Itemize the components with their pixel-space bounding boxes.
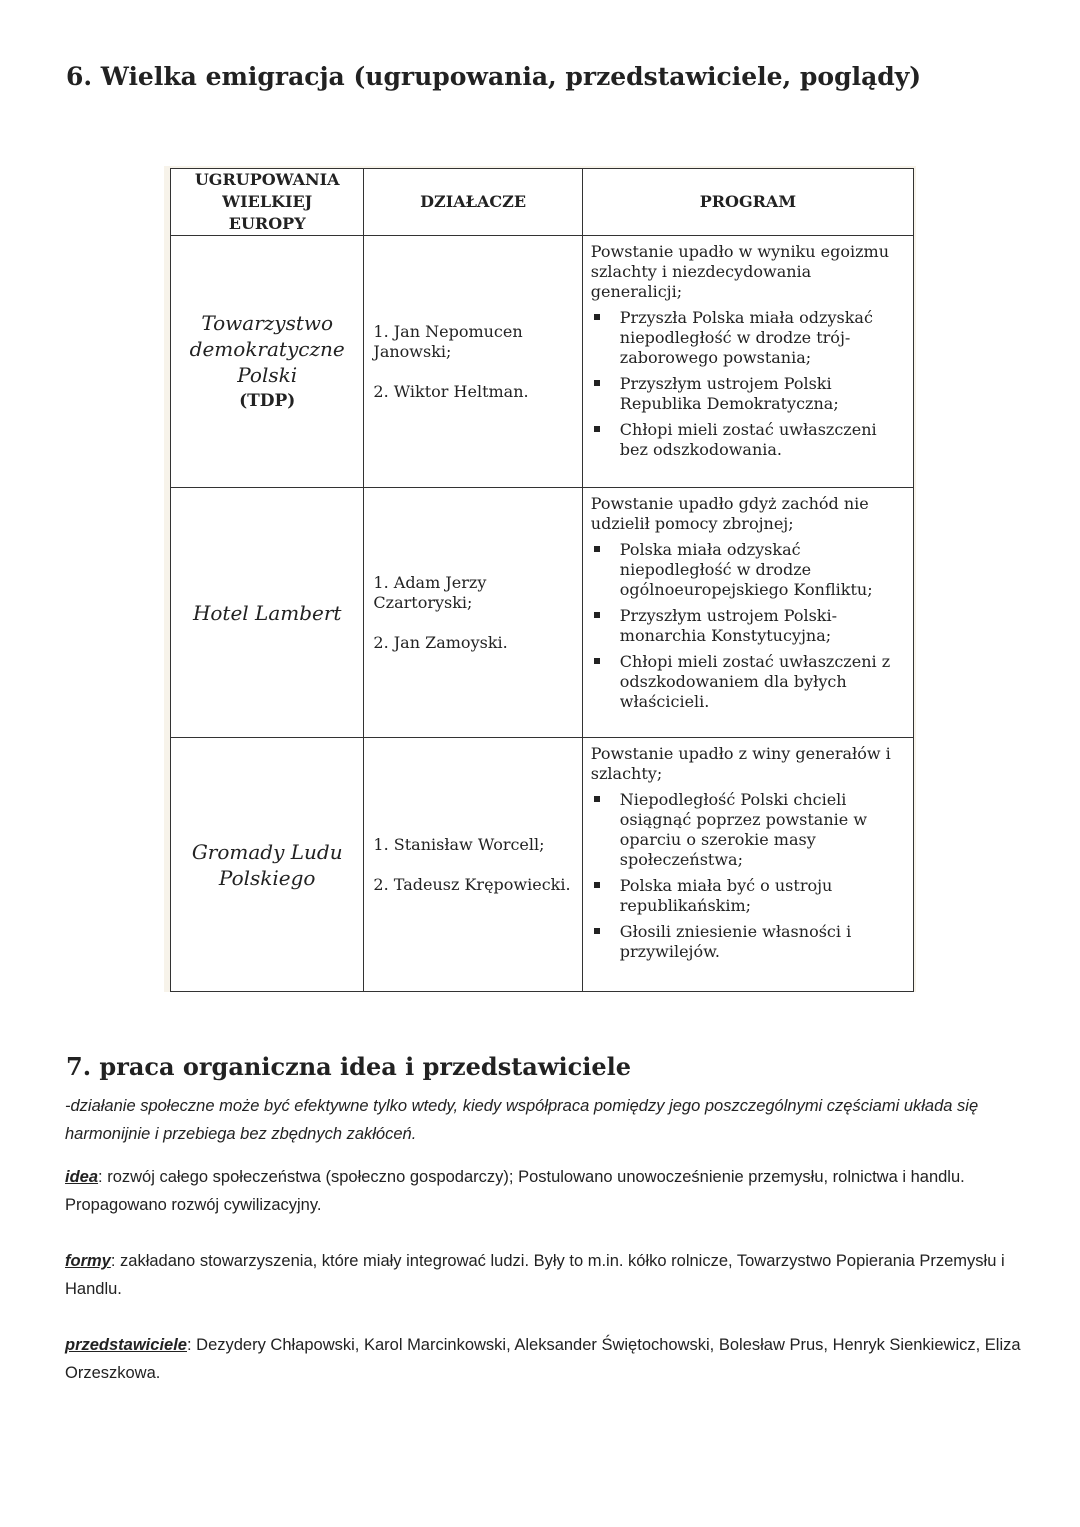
program-point: Polska miała odzyskać niepodległość w drodze ogólnoeuropejskiego Konfliktu; [591, 540, 903, 600]
program-point: Polska miała być o ustroju republikańskim; [591, 876, 903, 916]
program-list [591, 308, 903, 460]
activist: 1. Adam Jerzy Czartoryski; [373, 572, 487, 612]
program-point: Przyszłym ustrojem Polski-monarchia Konstytucyjna; [591, 606, 903, 646]
header-groups [171, 169, 364, 236]
organic-work-definition: -działanie społeczne może być efektywne tylko wtedy, kiedy współpraca pomiędzy jego poszczególnymi częściami układa się harmonijnie i przebiega bez zbędnych zakłóceń. [65, 1097, 979, 1143]
activists-cell [364, 236, 582, 488]
program-point: Przyszła Polska miała odzyskać niepodległość w drodze trój-zaborowego powstania; [591, 308, 903, 368]
formy-text: : zakładano stowarzyszenia, które miały integrować ludzi. Były to m.in. kółko rolnicze, Towarzystwo Popierania Przemysłu i Handlu. [65, 1252, 1005, 1298]
program-list [591, 790, 903, 962]
group-name-cell [171, 488, 364, 738]
program-cell [582, 738, 913, 992]
idea-term: idea [65, 1168, 99, 1186]
group-name: Gromady Ludu Polskiego [191, 839, 343, 890]
header-groups-line-2: WIELKIEJ [222, 192, 313, 211]
program-intro: Powstanie upadło gdyż zachód nie udzielił pomocy zbrojnej; [590, 494, 869, 533]
table-scan-area [164, 166, 916, 992]
activist: 1. Jan Nepomucen Janowski; [373, 321, 523, 361]
przedstawiciele-text: : Dezydery Chłapowski, Karol Marcinkowski, Aleksander Świętochowski, Bolesław Prus, Henryk Sienkiewicz, Eliza Orzeszkowa. [65, 1336, 1021, 1382]
group-name-cell [171, 236, 364, 488]
group-name: Hotel Lambert [192, 600, 342, 625]
formy-term: formy [65, 1252, 111, 1270]
table-row [171, 236, 914, 488]
przedstawiciele-paragraph [65, 1331, 1025, 1387]
activist: 2. Jan Zamoyski. [373, 632, 508, 652]
program-intro: Powstanie upadło w wyniku egoizmu szlachty i niezdecydowania generalicji; [590, 242, 890, 301]
header-activists: DZIAŁACZE [364, 169, 582, 236]
idea-paragraph [65, 1163, 1025, 1219]
activists-cell [364, 488, 582, 738]
emigration-groups-table [170, 168, 914, 992]
program-point: Przyszłym ustrojem Polski Republika Demokratyczna; [591, 374, 903, 414]
activist: 2. Tadeusz Krępowiecki. [373, 874, 571, 894]
program-point: Chłopi mieli zostać uwłaszczeni z odszkodowaniem dla byłych właścicieli. [591, 652, 903, 712]
section-7-title: 7. praca organiczna idea i przedstawiciele [66, 1052, 632, 1081]
program-point: Głosili zniesienie własności i przywilejów. [591, 922, 903, 962]
header-groups-line-3: EUROPY [228, 214, 306, 233]
activist: 1. Stanisław Worcell; [373, 834, 545, 854]
group-name-cell [171, 738, 364, 992]
header-groups-line-1: UGRUPOWANIA [194, 170, 340, 189]
program-cell [582, 488, 913, 738]
activists-cell [364, 738, 582, 992]
program-intro: Powstanie upadło z winy generałów i szlachty; [590, 744, 891, 783]
group-name: Towarzystwo demokratyczne Polski [189, 310, 345, 387]
table-row [171, 488, 914, 738]
table-header-row [171, 169, 914, 236]
program-list [591, 540, 903, 712]
program-cell [582, 236, 913, 488]
idea-text: : rozwój całego społeczeństwa (społeczno gospodarczy); Postulowano unowocześnienie przemysłu, rolnictwa i handlu. Propagowano rozwój cywilizacyjny. [65, 1168, 965, 1214]
formy-paragraph [65, 1247, 1025, 1303]
program-point: Chłopi mieli zostać uwłaszczeni bez odszkodowania. [591, 420, 903, 460]
section-6-title: 6. Wielka emigracja (ugrupowania, przedstawiciele, poglądy) [66, 62, 922, 91]
program-point: Niepodległość Polski chcieli osiągnąć poprzez powstanie w oparciu o szerokie masy społeczeństwa; [591, 790, 903, 870]
przedstawiciele-term: przedstawiciele [65, 1336, 187, 1354]
group-abbreviation: (TDP) [239, 390, 296, 411]
table-row [171, 738, 914, 992]
header-program: PROGRAM [582, 169, 913, 236]
activist: 2. Wiktor Heltman. [373, 381, 529, 401]
